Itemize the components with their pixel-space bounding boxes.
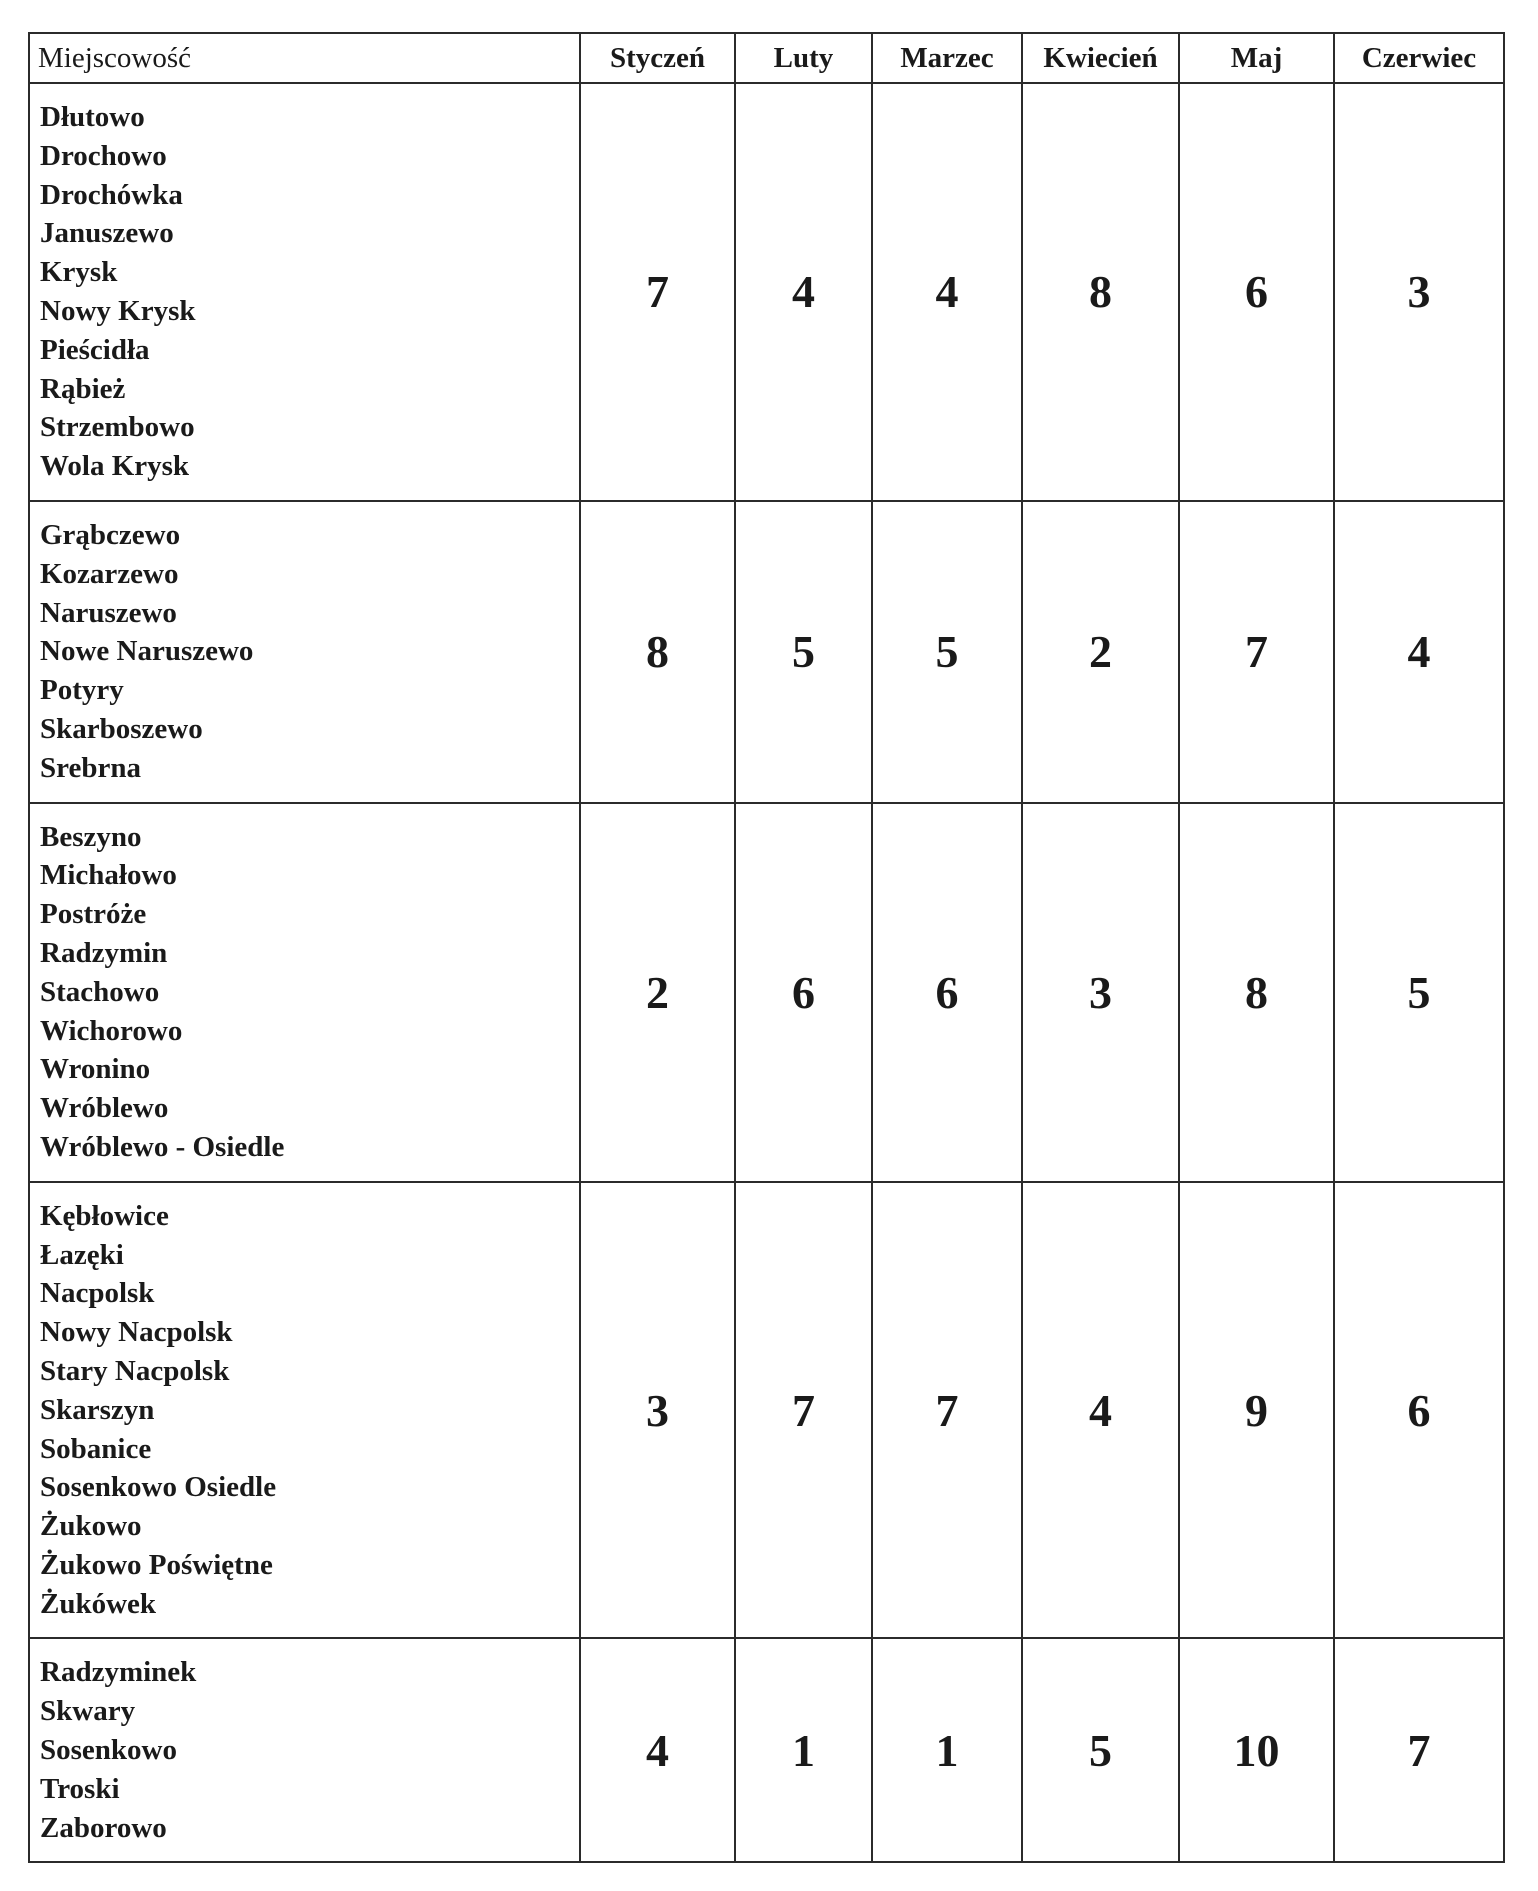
header-month-march: Marzec bbox=[872, 33, 1022, 83]
place-name: Nowy Krysk bbox=[40, 294, 196, 327]
place-name: Nacpolsk bbox=[40, 1277, 155, 1310]
place-name: Wichorowo bbox=[40, 1014, 183, 1047]
count-cell: 7 bbox=[580, 83, 735, 501]
place-name: Srebrna bbox=[40, 751, 141, 784]
place-name: Sosenkowo Osiedle bbox=[40, 1471, 277, 1504]
place-name: Kozarzewo bbox=[40, 557, 179, 590]
count-cell: 8 bbox=[1179, 803, 1334, 1182]
group-row bbox=[29, 501, 1504, 803]
count-cell: 3 bbox=[1022, 803, 1179, 1182]
place-name: Wróblewo - Osiedle bbox=[40, 1130, 285, 1163]
count-cell: 1 bbox=[872, 1638, 1022, 1862]
header-place: Miejscowość bbox=[29, 33, 580, 83]
count-cell: 5 bbox=[872, 501, 1022, 803]
count-cell: 8 bbox=[580, 501, 735, 803]
place-name: Postróże bbox=[40, 898, 147, 931]
count-cell: 3 bbox=[580, 1182, 735, 1639]
places-cell bbox=[29, 501, 580, 803]
header-month-february: Luty bbox=[735, 33, 872, 83]
group-row bbox=[29, 1638, 1504, 1862]
count-cell: 2 bbox=[1022, 501, 1179, 803]
group-row bbox=[29, 803, 1504, 1182]
count-cell: 7 bbox=[872, 1182, 1022, 1639]
count-cell: 6 bbox=[1179, 83, 1334, 501]
place-name: Pieścidła bbox=[40, 333, 150, 366]
schedule-table bbox=[28, 32, 1505, 1863]
count-cell: 5 bbox=[735, 501, 872, 803]
count-cell: 4 bbox=[1022, 1182, 1179, 1639]
place-name: Beszyno bbox=[40, 820, 142, 853]
place-name: Stachowo bbox=[40, 975, 160, 1008]
place-name: Rąbież bbox=[40, 372, 126, 405]
header-month-june: Czerwiec bbox=[1334, 33, 1504, 83]
places-cell bbox=[29, 83, 580, 501]
places-cell bbox=[29, 803, 580, 1182]
place-name: Naruszewo bbox=[40, 596, 177, 629]
count-cell: 5 bbox=[1022, 1638, 1179, 1862]
place-name: Michałowo bbox=[40, 859, 177, 892]
header-month-january: Styczeń bbox=[580, 33, 735, 83]
place-name: Strzembowo bbox=[40, 411, 195, 444]
place-name: Radzymin bbox=[40, 936, 168, 969]
count-cell: 4 bbox=[872, 83, 1022, 501]
place-name: Skwary bbox=[40, 1695, 136, 1728]
count-cell: 10 bbox=[1179, 1638, 1334, 1862]
count-cell: 6 bbox=[735, 803, 872, 1182]
place-name: Troski bbox=[40, 1772, 120, 1805]
place-name: Stary Nacpolsk bbox=[40, 1354, 230, 1387]
header-month-may: Maj bbox=[1179, 33, 1334, 83]
header-row bbox=[29, 33, 1504, 83]
count-cell: 7 bbox=[1334, 1638, 1504, 1862]
place-name: Żukówek bbox=[40, 1587, 157, 1620]
count-cell: 4 bbox=[1334, 501, 1504, 803]
count-cell: 2 bbox=[580, 803, 735, 1182]
count-cell: 7 bbox=[735, 1182, 872, 1639]
places-cell bbox=[29, 1638, 580, 1862]
count-cell: 3 bbox=[1334, 83, 1504, 501]
place-name: Drochowo bbox=[40, 139, 167, 172]
place-name: Skarszyn bbox=[40, 1393, 155, 1426]
count-cell: 7 bbox=[1179, 501, 1334, 803]
count-cell: 9 bbox=[1179, 1182, 1334, 1639]
place-name: Wronino bbox=[40, 1053, 151, 1086]
count-cell: 4 bbox=[735, 83, 872, 501]
group-row bbox=[29, 1182, 1504, 1639]
count-cell: 8 bbox=[1022, 83, 1179, 501]
place-name: Dłutowo bbox=[40, 101, 145, 133]
place-name: Żukowo Poświętne bbox=[40, 1548, 273, 1581]
place-name: Wróblewo bbox=[40, 1092, 169, 1125]
place-name: Zaborowo bbox=[40, 1811, 167, 1844]
count-cell: 6 bbox=[1334, 1182, 1504, 1639]
count-cell: 4 bbox=[580, 1638, 735, 1862]
place-name: Wola Krysk bbox=[40, 450, 190, 483]
place-name: Sobanice bbox=[40, 1432, 152, 1465]
places-cell bbox=[29, 1182, 580, 1639]
place-name: Nowy Nacpolsk bbox=[40, 1316, 233, 1349]
place-name: Krysk bbox=[40, 256, 118, 289]
count-cell: 1 bbox=[735, 1638, 872, 1862]
place-name: Januszewo bbox=[40, 217, 174, 250]
place-name: Skarboszewo bbox=[40, 712, 203, 745]
count-cell: 5 bbox=[1334, 803, 1504, 1182]
place-name: Kębłowice bbox=[40, 1199, 169, 1232]
place-name: Drochówka bbox=[40, 178, 183, 211]
place-name: Żukowo bbox=[40, 1510, 142, 1543]
place-name: Sosenkowo bbox=[40, 1734, 177, 1767]
place-name: Grąbczewo bbox=[40, 518, 181, 551]
header-month-april: Kwiecień bbox=[1022, 33, 1179, 83]
count-cell: 6 bbox=[872, 803, 1022, 1182]
place-name: Potyry bbox=[40, 674, 124, 707]
group-row bbox=[29, 83, 1504, 501]
place-name: Radzyminek bbox=[40, 1656, 197, 1689]
place-name: Nowe Naruszewo bbox=[40, 635, 254, 668]
place-name: Łazęki bbox=[40, 1238, 124, 1271]
